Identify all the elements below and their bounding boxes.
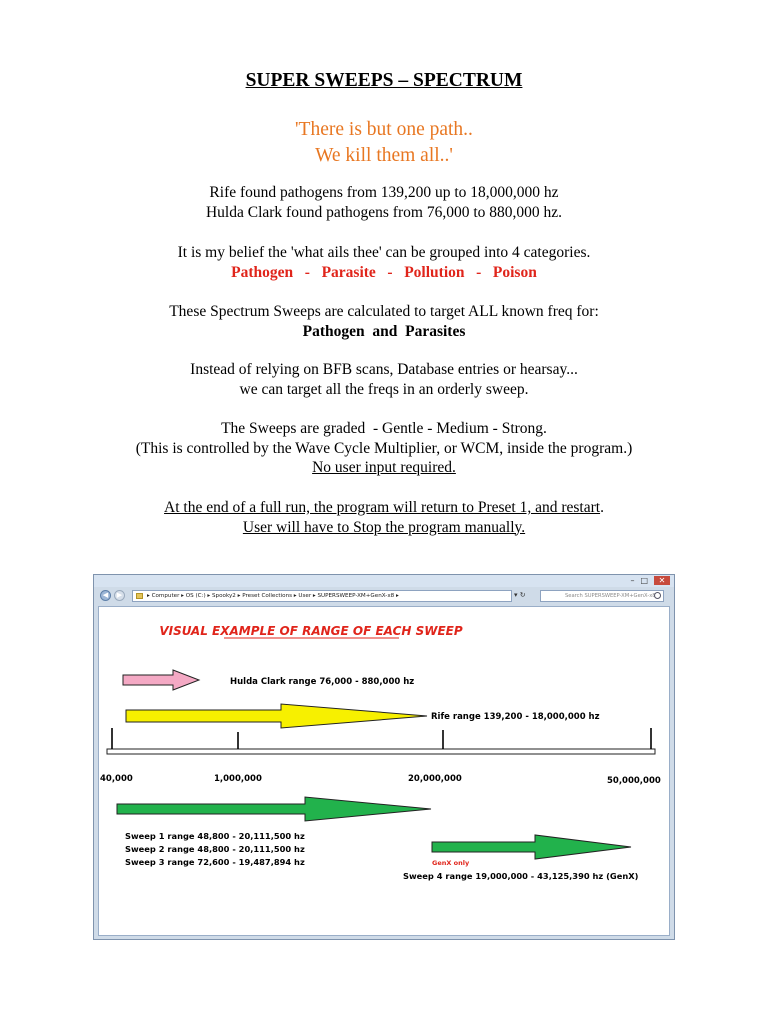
- categories-paragraph: [0, 243, 768, 282]
- clark-range-arrow: [123, 670, 199, 690]
- belief-line: It is my belief the 'what ails thee' can be grouped into 4 categories.: [177, 244, 591, 261]
- search-input[interactable]: [540, 590, 664, 602]
- no-input-line: No user input required.: [312, 459, 456, 476]
- address-bar[interactable]: [132, 590, 512, 602]
- forward-icon[interactable]: ▶: [114, 590, 125, 601]
- quote-line-2: We kill them all..': [315, 145, 453, 166]
- close-icon[interactable]: ✕: [654, 576, 670, 585]
- frequency-axis: [107, 749, 655, 754]
- tick-label-1000000: 1,000,000: [214, 774, 262, 784]
- folder-icon: [136, 593, 143, 599]
- spectrum-line: These Spectrum Sweeps are calculated to target ALL known freq for:: [169, 303, 599, 320]
- minimize-icon[interactable]: –: [630, 576, 641, 585]
- wcm-line: (This is controlled by the Wave Cycle Multiplier, or WCM, inside the program.): [135, 439, 633, 457]
- page-title: SUPER SWEEPS – SPECTRUM: [245, 70, 523, 91]
- restart-paragraph: [0, 498, 768, 537]
- sweep-1-label: Sweep 1 range 48,800 - 20,111,500 hz: [125, 831, 305, 841]
- sweep-range-diagram: [99, 607, 669, 935]
- tick-label-50000000: 50,000,000: [607, 776, 661, 786]
- explorer-window-screenshot: [93, 574, 675, 940]
- rife-range-arrow: [126, 704, 427, 728]
- sweep-4-arrow: [432, 835, 631, 859]
- rife-range-label: Rife range 139,200 - 18,000,000 hz: [431, 712, 600, 722]
- rife-line: Rife found pathogens from 139,200 up to 18,000,000 hz: [209, 184, 559, 201]
- sweep-1-3-arrow: [117, 797, 431, 821]
- sweep-3-label: Sweep 3 range 72,600 - 19,487,894 hz: [125, 857, 305, 867]
- back-icon[interactable]: ◀: [100, 590, 111, 601]
- genx-only-note: GenX only: [432, 859, 470, 867]
- quote-line-1: 'There is but one path..: [295, 119, 473, 140]
- clark-range-label: Hulda Clark range 76,000 - 880,000 hz: [230, 677, 415, 687]
- sweep-method-paragraph: [0, 360, 768, 399]
- targets-line: Pathogen and Parasites: [302, 322, 466, 340]
- quote: [0, 117, 768, 169]
- sweep-4-label: Sweep 4 range 19,000,000 - 43,125,390 hz (GenX): [403, 871, 639, 881]
- window-controls: [630, 576, 670, 586]
- explorer-content: [98, 606, 670, 936]
- pathogen-ranges-paragraph: [0, 183, 768, 222]
- graded-line: The Sweeps are graded - Gentle - Medium - Strong.: [221, 420, 547, 437]
- tick-label-20000000: 20,000,000: [408, 774, 462, 784]
- search-icon: [654, 592, 661, 599]
- end-line-period: .: [600, 499, 604, 516]
- orderly-line: we can target all the freqs in an orderly sweep.: [239, 380, 529, 398]
- refresh-icon[interactable]: ▾ ↻: [514, 591, 526, 599]
- search-placeholder: Search SUPERSWEEP-XM+GenX-x8: [565, 593, 656, 599]
- diagram-heading: VISUAL EXAMPLE OF RANGE OF EACH SWEEP: [159, 624, 463, 638]
- maximize-icon[interactable]: □: [640, 576, 654, 585]
- tick-label-40000: 40,000: [100, 774, 133, 784]
- address-row: [94, 587, 674, 605]
- spectrum-paragraph: [0, 302, 768, 341]
- categories-line: Pathogen - Parasite - Pollution - Poison: [231, 263, 537, 281]
- end-line: [0, 498, 768, 518]
- end-line-text: At the end of a full run, the program will return to Preset 1, and restart: [164, 499, 601, 516]
- relying-line: Instead of relying on BFB scans, Database entries or hearsay...: [190, 361, 578, 378]
- grading-paragraph: [0, 419, 768, 478]
- window-titlebar: [94, 575, 674, 587]
- sweep-2-label: Sweep 2 range 48,800 - 20,111,500 hz: [125, 844, 305, 854]
- clark-line: Hulda Clark found pathogens from 76,000 to 880,000 hz.: [205, 203, 562, 221]
- breadcrumb: ▸ Computer ▸ OS (C:) ▸ Spooky2 ▸ Preset Collections ▸ User ▸ SUPERSWEEP-XM+GenX-x8 ▸: [147, 593, 399, 599]
- stop-line: User will have to Stop the program manually.: [242, 518, 526, 536]
